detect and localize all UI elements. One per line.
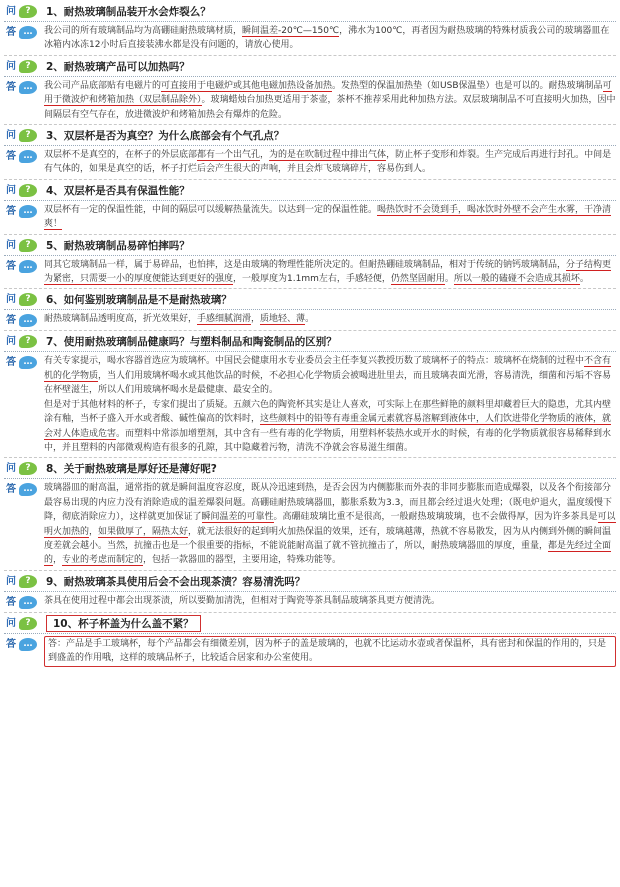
answer-row — [4, 203, 616, 232]
answer-badge — [4, 25, 40, 40]
question-badge — [4, 4, 40, 19]
answer-badge — [4, 355, 40, 370]
question-label: 问 — [6, 575, 16, 587]
bubble-glyph: … — [23, 81, 33, 92]
section-divider — [4, 570, 616, 571]
answer-segment: 玻璃器皿的耐高温，通常指的就是瞬间温度容忍度，既从冷迅速到热，是否会因为内侧膨胀而外表的非同步膨胀而造成爆裂，以及各个衔接部分最容易出现的内应力没有消除造成的温差爆裂问题。高硼硅耐热玻璃器皿，膨胀系数为3.3，而且都会经过退火处理；（既电炉退火，温度缓慢下降，彻底消除应力），这样就更加保证了 — [44, 483, 612, 523]
answer-badge — [4, 637, 40, 652]
bubble-glyph: ? — [25, 575, 31, 586]
question-row — [4, 291, 616, 308]
answer-paragraph — [44, 481, 616, 567]
answer-segment: ，包括一款器皿的器型，主要用途，特殊功能等。 — [143, 555, 342, 566]
answer-badge — [4, 482, 40, 497]
question-badge — [4, 461, 40, 476]
answer-segment: ，当人们用玻璃杯喝水或其他饮品的时候，不必担心化学物质会被喝进肚里去，而且玻璃表面光滑，容易清洗，细菌和污垢不容易在杯壁滋生，所以人们用玻璃杯喝水是最健康、最安全的。 — [44, 370, 612, 396]
answer-text — [44, 636, 616, 667]
section-divider — [4, 179, 616, 180]
highlighted-phrase: 手感细腻润滑 — [197, 314, 252, 325]
bubble-glyph: … — [23, 27, 33, 37]
answer-segment: ，沸水为100℃，再者因为耐热玻璃的特殊材质我公司的玻璃器皿在冰箱内冰冻12小时后直接装沸水都是没有问题的，请放心使用。 — [44, 26, 610, 51]
answer-segment: 答：产品是手工玻璃杯，每个产品都会有细微差别，因为杯子的盖是玻璃的，也就不比运动水壶或者保温杯，具有密封和保温的作用的，只是到盛盖的作用哦，这样的玻璃品杯子，比较适合居家和办公室使用。 — [48, 638, 607, 664]
bubble-glyph: … — [23, 357, 33, 368]
question-text: 10、杯子杯盖为什么盖不紧？ — [46, 615, 201, 632]
answer-label: 答 — [6, 27, 16, 38]
answer-segment: 双层杯不是真空的，在杯子的外层底部 — [44, 150, 198, 161]
answer-row — [4, 258, 616, 287]
answer-paragraph — [44, 148, 616, 177]
answer-row — [4, 481, 616, 567]
question-label: 问 — [6, 60, 16, 72]
answer-row — [4, 24, 616, 53]
answer-badge — [4, 313, 40, 328]
answer-paragraph — [44, 398, 616, 456]
answer-badge — [4, 149, 40, 164]
question-bubble-icon — [19, 60, 37, 73]
answer-label: 答 — [6, 205, 16, 217]
highlighted-phrase: 可直接用于电磁炉或其他电磁加热设备加热 — [161, 80, 333, 91]
answer-segment: ，一般厚度为1.1mm左右，手感轻便， — [233, 274, 391, 285]
bubble-glyph: … — [23, 205, 33, 216]
question-bubble-icon — [19, 184, 37, 197]
highlighted-phrase: 不含有机的化学物质 — [44, 356, 612, 381]
section-divider — [4, 234, 616, 235]
answer-bubble-icon — [19, 81, 37, 94]
answer-segment: 耐热玻璃制品透明度高，折光效果好， — [44, 314, 198, 325]
question-badge — [4, 59, 40, 74]
question-row — [4, 333, 616, 350]
answer-paragraph — [44, 312, 616, 326]
question-badge — [4, 238, 40, 253]
highlighted-phrase: 可以明火加热的 — [44, 512, 616, 537]
answer-segment: 。 — [305, 314, 315, 325]
section-divider — [4, 457, 616, 458]
dotted-divider — [4, 76, 616, 77]
question-bubble-icon — [19, 575, 37, 588]
answer-bubble-icon — [19, 314, 37, 327]
bubble-glyph: … — [23, 260, 33, 271]
answer-row — [4, 79, 616, 122]
answer-text — [44, 594, 616, 608]
dotted-divider — [4, 255, 616, 256]
faq-item — [4, 182, 616, 235]
answer-badge — [4, 204, 40, 219]
question-bubble-icon — [19, 617, 37, 630]
question-text: 1、耐热玻璃制品装开水会炸裂么？ — [46, 6, 211, 18]
question-row — [4, 127, 616, 144]
dotted-divider — [4, 21, 616, 22]
question-row — [4, 182, 616, 199]
question-label: 问 — [6, 463, 16, 475]
faq-item — [4, 460, 616, 570]
answer-row — [4, 636, 616, 667]
answer-segment: 。发热型的保温加热垫（如USB保温垫）也是可以的。耐热玻璃制品 — [332, 80, 603, 91]
question-label: 问 — [6, 6, 16, 17]
question-text: 3、双层杯是否为真空？为什么底部会有个气孔点？ — [46, 130, 285, 143]
answer-label: 答 — [6, 638, 16, 650]
answer-label: 答 — [6, 484, 16, 496]
bubble-glyph: … — [23, 596, 33, 607]
highlighted-phrase: 专业的考虑而制定的 — [62, 555, 144, 566]
answer-text — [44, 354, 616, 455]
answer-text — [44, 312, 616, 326]
bubble-glyph: … — [23, 151, 33, 162]
highlighted-phrase: 喝热饮时不会烫到手，喝冰饮时外壁不会产生水雾，干净清爽！ — [44, 204, 612, 230]
bubble-glyph: … — [23, 484, 33, 495]
question-text: 9、耐热玻璃茶具使用后会不会出现茶渍？容易清洗吗？ — [46, 575, 306, 588]
answer-label: 答 — [6, 315, 16, 327]
bubble-glyph: ? — [25, 294, 31, 305]
highlighted-phrase: 分子结构更为紧密，只需要一小的厚度便能达到更好的强度 — [44, 259, 612, 285]
section-divider — [4, 55, 616, 56]
answer-text — [44, 148, 616, 177]
question-label: 问 — [6, 130, 16, 142]
answer-segment: 但是对于其他材料的杯子，专家们提出了质疑。五颜六色的陶瓷杯其实是让人喜欢，可实际上在那些鲜艳的颜料里却藏着巨大的隐患，尤其内壁涂有釉，当杯子盛入开水或者酸、碱性偏高的饮料时， — [44, 399, 612, 425]
answer-bubble-icon — [19, 483, 37, 496]
answer-segment: 。 — [579, 274, 589, 285]
highlighted-phrase: 瞬间温差的可靠性 — [201, 512, 274, 523]
question-badge — [4, 574, 40, 589]
bubble-glyph: ? — [25, 463, 31, 474]
dotted-divider — [4, 633, 616, 634]
highlighted-phrase: 为的是在吹制过程中排出气体 — [269, 150, 387, 161]
faq-item — [4, 58, 616, 125]
highlighted-phrase: 这些颜料中的铅等有毒重金属元素就容易溶解到液体中，人们饮进带化学物质的液体，就会对人体造成危害 — [44, 414, 612, 439]
question-bubble-icon — [19, 293, 37, 306]
answer-text — [44, 481, 616, 567]
question-text: 6、如何鉴别玻璃制品是不是耐热玻璃？ — [46, 294, 232, 307]
question-bubble-icon — [19, 335, 37, 348]
bubble-glyph: ? — [25, 617, 31, 628]
answer-segment: 。而塑料中常添加增塑剂，其中含有一些有毒的化学物质，用塑料杯装热水或开水的时候，有毒的化学物质就很容易稀释到水中，并且塑料的内部微观构造有很多的孔隙，其中隐藏着污物，清洗不净就会容易滋生细菌。 — [44, 428, 612, 453]
question-text: 4、双层杯是否具有保温性能？ — [46, 184, 190, 197]
question-label: 问 — [6, 294, 16, 306]
faq-item — [4, 127, 616, 180]
faq-item — [4, 237, 616, 290]
question-badge — [4, 292, 40, 307]
dotted-divider — [4, 591, 616, 592]
question-bubble-icon — [19, 129, 37, 142]
answer-label: 答 — [6, 260, 16, 272]
answer-paragraph — [44, 594, 616, 608]
answer-badge — [4, 80, 40, 95]
question-label: 问 — [6, 239, 16, 251]
answer-label: 答 — [6, 151, 16, 163]
question-text: 8、关于耐热玻璃是厚好还是薄好呢? — [46, 463, 217, 476]
question-text: 7、使用耐热玻璃制品健康吗？与塑料制品和陶瓷制品的区别？ — [46, 336, 337, 349]
answer-paragraph — [44, 203, 616, 232]
question-badge — [4, 334, 40, 349]
bubble-glyph: ? — [25, 60, 31, 71]
answer-paragraph — [44, 354, 616, 397]
faq-item — [4, 615, 616, 667]
answer-row — [4, 148, 616, 177]
question-label: 问 — [6, 184, 16, 196]
question-label: 问 — [6, 617, 16, 629]
answer-text — [44, 203, 616, 232]
question-badge — [4, 183, 40, 198]
answer-paragraph — [44, 79, 616, 122]
highlighted-phrase: 如果做厚了，隔热太好 — [98, 526, 189, 537]
question-badge — [4, 616, 40, 631]
answer-text — [44, 24, 616, 53]
highlighted-phrase: 都有一个出气孔 — [197, 150, 261, 161]
answer-bubble-icon — [19, 638, 37, 651]
answer-text — [44, 79, 616, 122]
answer-segment: 有关专家提示，喝水容器首选应为玻璃杯。中国民会健康用水专业委员会主任李复兴教授历数了玻璃杯子的特点：玻璃杯在烧制的过程中 — [44, 356, 585, 367]
answer-segment: ，防止杯子变形和炸裂。生产完成后再进行封孔。中间是有气体的，如果是真空的话，杯子打烂后会产生很大的声响，并且会炸飞玻璃碎片，容易伤到人。 — [44, 150, 612, 175]
question-bubble-icon — [19, 5, 37, 18]
answer-bubble-icon — [19, 150, 37, 163]
answer-label: 答 — [6, 596, 16, 608]
dotted-divider — [4, 309, 616, 310]
answer-bubble-icon — [19, 596, 37, 609]
bubble-glyph: … — [23, 315, 33, 326]
answer-segment: 茶具在使用过程中都会出现茶渍，所以要勤加清洗，但相对于陶瓷等茶具制品玻璃茶具更方便清洗。 — [44, 595, 441, 606]
question-label: 问 — [6, 336, 16, 348]
answer-badge — [4, 259, 40, 274]
answer-paragraph — [44, 258, 616, 287]
answer-segment: ，就无法很好的起到明火加热保温的效果，还有，玻璃越薄，热就不容易散发，因为从内侧到外侧的瞬间温度差就会越小。当然，抗撞击也是一个很重要的指标，不能说能耐高温了就不管抗撞击了，所以，耐热玻璃器皿的厚度，重量， — [44, 526, 612, 551]
answer-segment: 。高硼硅玻璃比重不是很高，一般耐热玻璃玻璃，也不会做得厚，因为许多茶具是 — [273, 512, 598, 523]
question-row — [4, 237, 616, 254]
answer-bubble-icon — [19, 260, 37, 273]
question-badge — [4, 128, 40, 143]
bubble-glyph: ? — [25, 6, 31, 16]
dotted-divider — [4, 145, 616, 146]
question-row — [4, 460, 616, 477]
question-row — [4, 573, 616, 590]
question-row — [4, 58, 616, 75]
bubble-glyph: ? — [25, 239, 31, 250]
question-row — [4, 615, 616, 632]
section-divider — [4, 288, 616, 289]
answer-segment: ， — [89, 526, 99, 537]
bubble-glyph: ? — [25, 336, 31, 347]
highlighted-phrase: 质地轻、薄 — [260, 314, 306, 325]
answer-row — [4, 594, 616, 610]
section-divider — [4, 612, 616, 613]
faq-item — [4, 291, 616, 331]
highlighted-phrase: 都是先经过全面的 — [44, 540, 612, 566]
answer-text — [44, 258, 616, 287]
answer-badge — [4, 595, 40, 610]
answer-segment: ， — [251, 314, 261, 325]
bubble-glyph: … — [23, 638, 33, 649]
highlighted-phrase: 仍然坚固耐用 — [390, 274, 445, 285]
dotted-divider — [4, 351, 616, 352]
answer-segment: 同其它玻璃制品一样，属于易碎品，也怕摔，这是由玻璃的物理性能所决定的。但耐热硼硅玻璃制品，相对于传统的钠钙玻璃制品， — [44, 259, 567, 270]
highlighted-phrase: 瞬间温差-20℃—150℃ — [242, 26, 340, 36]
answer-segment: 。玻璃蜡烛台加热更适用于茶壶，茶杯不推荐采用此种加热方法。双层玻璃制品不可直接明火加热，因中间隔层有空气存在，放进微波炉和烤箱加热会有爆炸的危险。 — [44, 95, 616, 120]
answer-bubble-icon — [19, 356, 37, 369]
answer-bubble-icon — [19, 26, 37, 39]
question-text: 2、耐热玻璃产品可以加热吗？ — [46, 60, 190, 73]
answer-row — [4, 354, 616, 455]
bubble-glyph: ? — [25, 184, 31, 195]
question-bubble-icon — [19, 239, 37, 252]
answer-segment: 。 — [444, 274, 454, 285]
answer-label: 答 — [6, 357, 16, 369]
section-divider — [4, 124, 616, 125]
answer-segment: ， — [260, 150, 270, 161]
answer-bubble-icon — [19, 205, 37, 218]
dotted-divider — [4, 478, 616, 479]
answer-paragraph — [44, 24, 616, 53]
question-bubble-icon — [19, 462, 37, 475]
dotted-divider — [4, 200, 616, 201]
question-text: 5、耐热玻璃制品易碎怕摔吗？ — [46, 239, 190, 252]
faq-item — [4, 3, 616, 56]
answer-label: 答 — [6, 81, 16, 93]
answer-segment: 双层杯有一定的保温性能，中间的隔层可以缓解热量流失。以达到一定的保温性能。 — [44, 204, 378, 215]
question-row — [4, 3, 616, 20]
bubble-glyph: ? — [25, 130, 31, 141]
answer-segment: 我公司的所有玻璃制品均为高硼硅耐热玻璃材质， — [44, 26, 243, 36]
answer-paragraph — [48, 637, 612, 666]
faq-item — [4, 333, 616, 458]
answer-segment: ， — [53, 555, 63, 566]
answer-segment: 我公司产品底部贴有电磁片的 — [44, 80, 162, 91]
answer-row — [4, 312, 616, 328]
highlighted-phrase: 所以一般的磕碰不会造成其损坏 — [453, 274, 580, 285]
section-divider — [4, 330, 616, 331]
faq-item — [4, 573, 616, 613]
highlighted-phrase: 可用于微波炉和烤箱加热（双层制品除外） — [44, 80, 612, 106]
